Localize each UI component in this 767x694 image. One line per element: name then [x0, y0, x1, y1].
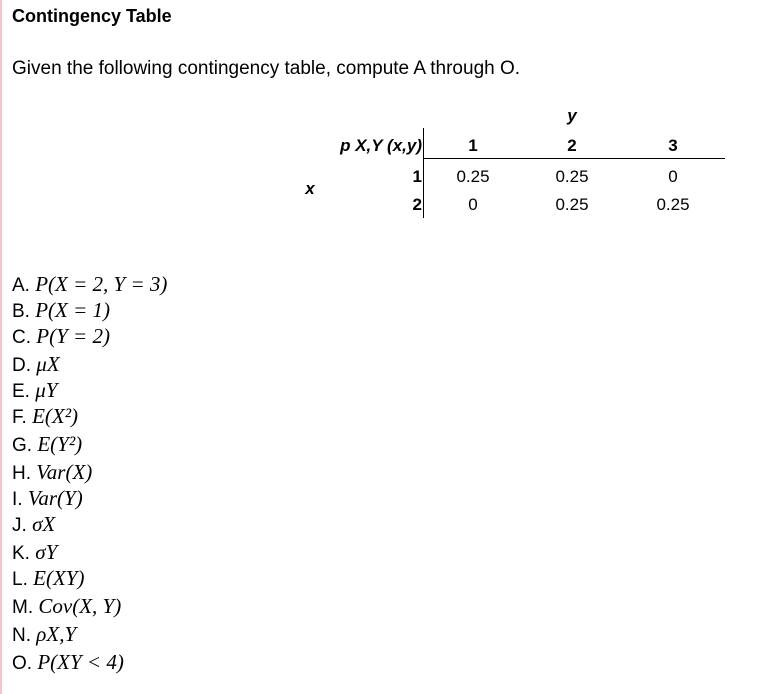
x-axis-label: x	[305, 179, 315, 198]
question-letter: D.	[12, 355, 31, 376]
table-cell-2-3: 0.25	[656, 195, 690, 214]
table-cell-1-3: 0	[668, 167, 678, 186]
question-k	[12, 540, 57, 565]
table-cell-2-2: 0.25	[555, 195, 589, 214]
question-letter: N.	[12, 625, 31, 646]
header-divider	[423, 158, 725, 159]
question-letter: G.	[12, 435, 33, 456]
question-expression: E(Y²)	[37, 432, 83, 456]
question-letter: J.	[12, 515, 27, 536]
question-expression: σX	[32, 512, 56, 536]
question-expression: E(XY)	[33, 566, 85, 590]
col-header-1: 1	[468, 136, 478, 155]
question-letter: O.	[12, 653, 33, 674]
question-f	[12, 404, 78, 429]
question-letter: A.	[12, 275, 30, 296]
question-expression: P(XY < 4)	[37, 650, 124, 674]
question-letter: M.	[12, 597, 34, 618]
question-letter: E.	[12, 381, 30, 402]
question-letter: L.	[12, 569, 28, 590]
question-letter: K.	[12, 543, 30, 564]
table-header-label	[330, 136, 422, 156]
table-cell-2-1: 0	[468, 195, 478, 214]
question-m	[12, 594, 121, 619]
question-b	[12, 298, 110, 323]
row-header-2: 2	[412, 195, 422, 214]
row-header-1: 1	[412, 167, 422, 186]
question-letter: H.	[12, 463, 31, 484]
question-expression: E(X²)	[32, 404, 78, 428]
col-header-2: 2	[567, 136, 577, 155]
y-axis-label: y	[567, 106, 577, 125]
question-h	[12, 460, 92, 485]
question-expression: μY	[35, 378, 58, 402]
question-letter: C.	[12, 327, 31, 348]
col-header-3: 3	[668, 136, 678, 155]
question-letter: F.	[12, 407, 27, 428]
question-expression: P(X = 2, Y = 3)	[35, 272, 168, 296]
question-expression: P(Y = 2)	[36, 324, 110, 348]
question-c	[12, 324, 110, 349]
row-divider	[423, 128, 424, 218]
question-expression: σY	[35, 540, 58, 564]
question-i	[12, 486, 83, 511]
question-letter: B.	[12, 301, 30, 322]
question-expression: μX	[36, 352, 60, 376]
pmf-label: p X,Y (x,y)	[340, 136, 422, 155]
table-cell-1-2: 0.25	[555, 167, 589, 186]
question-expression: P(X = 1)	[35, 298, 111, 322]
instruction-text: Given the following contingency table, compute A through O.	[12, 58, 521, 79]
question-e	[12, 378, 57, 403]
question-n	[12, 622, 76, 647]
question-d	[12, 352, 60, 377]
left-border	[0, 0, 2, 694]
question-a	[12, 272, 167, 297]
question-expression: ρX,Y	[36, 622, 77, 646]
question-l	[12, 566, 84, 591]
table-cell-1-1: 0.25	[456, 167, 490, 186]
question-g	[12, 432, 82, 457]
question-expression: Cov(X, Y)	[38, 594, 122, 618]
page-title: Contingency Table	[12, 6, 172, 26]
question-o	[12, 650, 124, 675]
question-letter: I.	[12, 489, 23, 510]
question-expression: Var(Y)	[27, 486, 83, 510]
question-j	[12, 512, 55, 537]
question-expression: Var(X)	[36, 460, 93, 484]
